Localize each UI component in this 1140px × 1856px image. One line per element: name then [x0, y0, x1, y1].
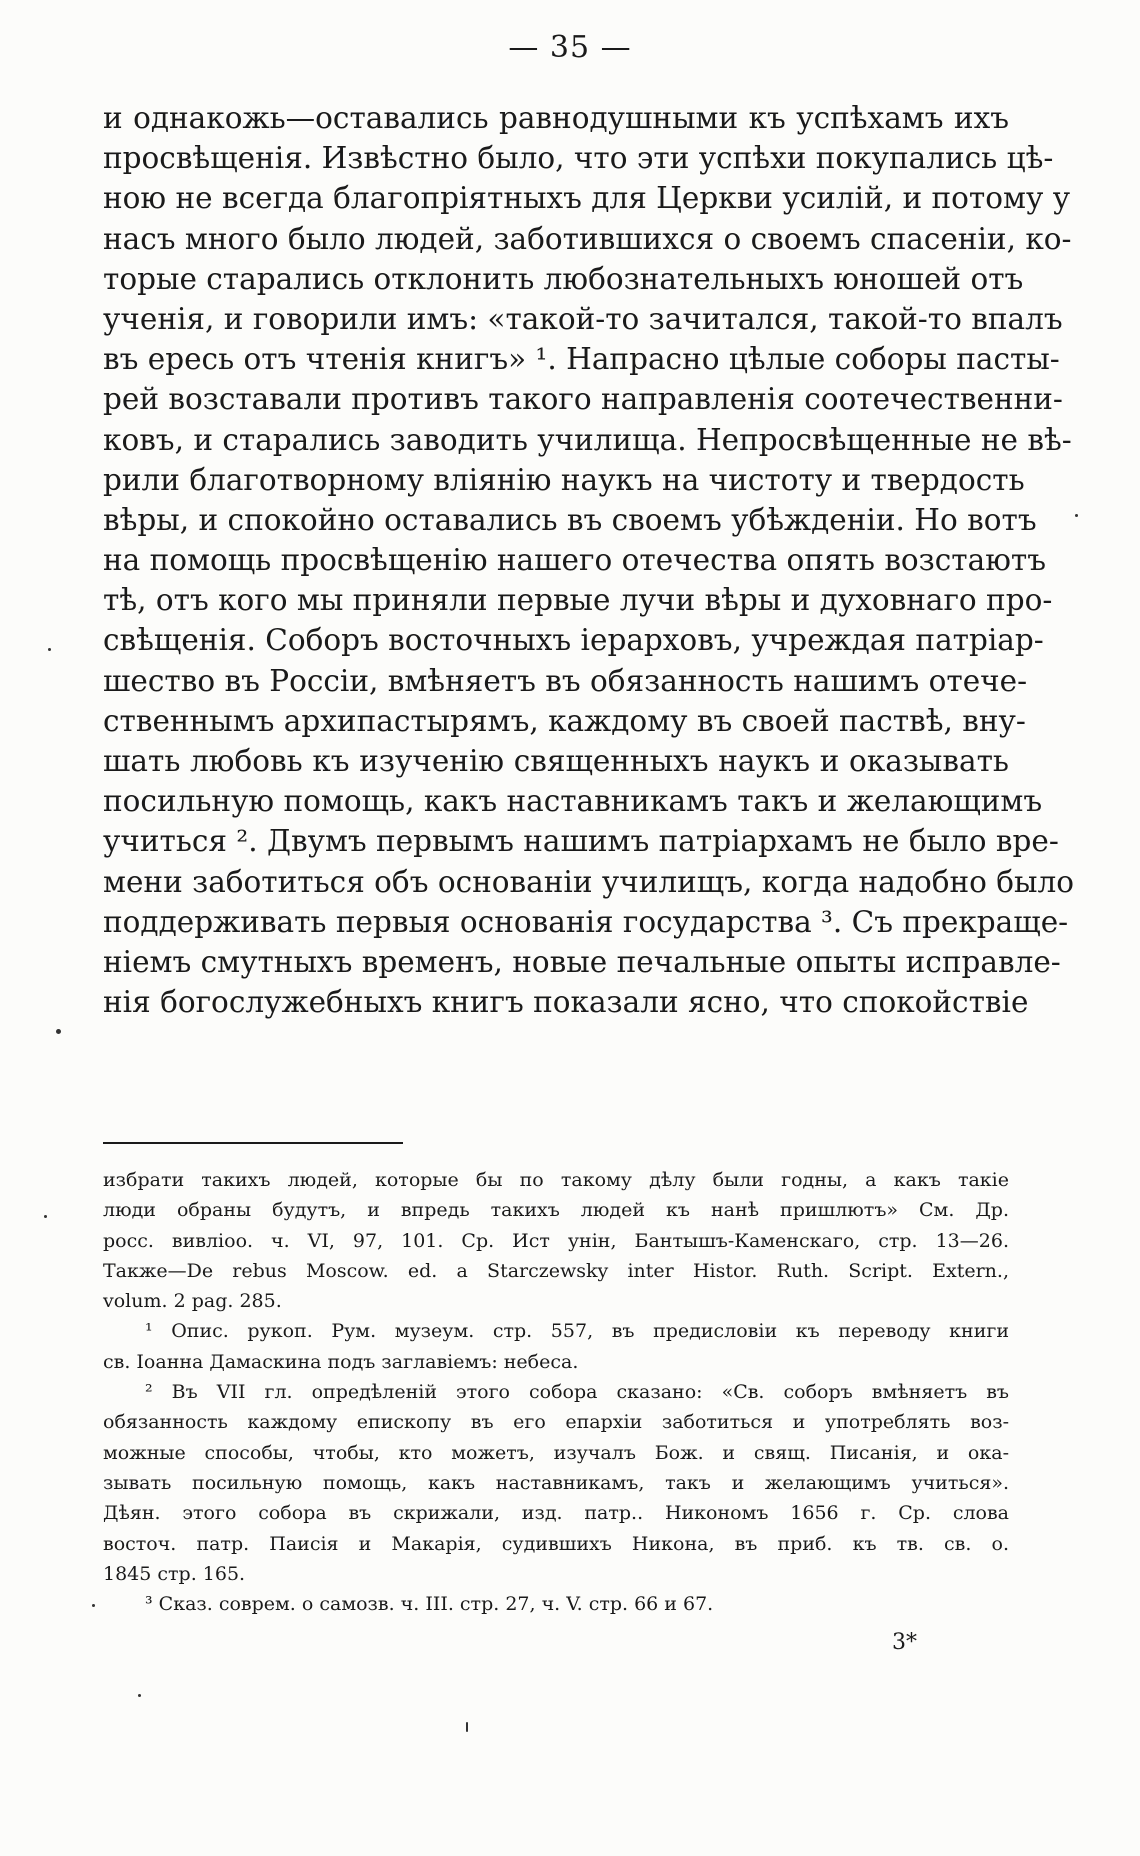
text-line: вѣры, и спокойно оставались въ своемъ убѣжденіи. Но вотъ	[103, 502, 1037, 537]
margin-speck	[48, 648, 51, 651]
text-line: ковъ, и старались заводить училища. Непросвѣщенные не вѣ-	[103, 422, 1072, 457]
footnotes	[103, 1165, 1009, 1619]
text-line: поддерживать первыя основанія государства ³. Съ прекраще-	[103, 904, 1069, 939]
footnote-line: ³ Сказ. соврем. о самозв. ч. III. стр. 27, ч. V. стр. 66 и 67.	[145, 1593, 714, 1616]
footnote-line: зывать посильную помощь, какъ наставникамъ, такъ и желающимъ учиться».	[103, 1471, 1009, 1494]
signature-mark: 3*	[892, 1630, 917, 1655]
text-line: на помощь просвѣщенію нашего отечества опять возстаютъ	[103, 543, 1046, 578]
text-line: ученія, и говорили имъ: «такой-то зачитался, такой-то впалъ	[103, 301, 1063, 336]
text-line: и однакожь—оставались равнодушными къ успѣхамъ ихъ	[103, 101, 1009, 135]
text-line: просвѣщенія. Извѣстно было, что эти успѣхи покупались цѣ-	[103, 141, 1054, 176]
text-line: шество въ Россіи, вмѣняетъ въ обязанность нашимъ отече-	[103, 663, 1028, 698]
page-number: — 35 —	[508, 30, 632, 65]
text-line: ною не всегда благопріятныхъ для Церкви усилій, и потому у	[103, 181, 1071, 216]
margin-speck	[466, 1722, 468, 1732]
footnote-line: Также—De rebus Moscow. ed. a Starczewsky inter Histor. Ruth. Script. Extern.,	[103, 1259, 1009, 1282]
text-line: мени заботиться объ основаніи училищъ, когда надобно было	[103, 864, 1075, 899]
text-line: нія богослужебныхъ книгъ показали ясно, что спокойствіе	[103, 985, 1029, 1020]
text-line: тѣ, отъ кого мы приняли первые лучи вѣры и духовнаго про-	[103, 583, 1053, 618]
text-line: рей возставали противъ такого направленія соотечественни-	[103, 382, 1063, 417]
text-line: шать любовь къ изученію священныхъ наукъ и оказывать	[103, 744, 1009, 778]
footnote-line: ² Въ VII гл. опредѣленій этого собора сказано: «Св. соборъ вмѣняетъ въ	[145, 1381, 1009, 1404]
footnote-line: восточ. патр. Паисія и Макарія, судившихъ Никона, въ приб. къ тв. св. о.	[103, 1532, 1009, 1555]
margin-speck	[44, 1215, 47, 1218]
footnote-line: обязанность каждому епископу въ его епархіи заботиться и употреблять воз-	[103, 1411, 1009, 1434]
footnote-line: св. Іоанна Дамаскина подъ заглавіемъ: небеса.	[103, 1350, 579, 1373]
margin-speck	[56, 1029, 61, 1034]
text-line: ніемъ смутныхъ временъ, новые печальные опыты исправле-	[103, 944, 1061, 979]
text-line: ственнымъ архипастырямъ, каждому въ своей паствѣ, вну-	[103, 703, 1026, 738]
text-line: учиться ². Двумъ первымъ нашимъ патріархамъ не было вре-	[103, 824, 1059, 859]
main-text	[103, 98, 1075, 1022]
text-line: торые старались отклонить любознательныхъ юношей отъ	[103, 261, 1024, 296]
text-line: посильную помощь, какъ наставникамъ такъ и желающимъ	[103, 784, 1043, 819]
footnote-line: росс. вивліоо. ч. VI, 97, 101. Ср. Ист унін, Бантышъ-Каменскаго, стр. 13—26.	[103, 1229, 1009, 1252]
footnote-line: volum. 2 pag. 285.	[103, 1290, 282, 1313]
text-line: насъ много было людей, заботившихся о своемъ спасеніи, ко-	[103, 221, 1072, 256]
text-line: въ ересь отъ чтенія книгъ» ¹. Напрасно цѣлые соборы пасты-	[103, 342, 1060, 377]
text-line: свѣщенія. Соборъ восточныхъ іерарховъ, учреждая патріар-	[103, 623, 1044, 658]
margin-speck	[138, 1694, 141, 1697]
footnote-line: 1845 стр. 165.	[103, 1562, 246, 1585]
text-line: рили благотворному вліянію наукъ на чистоту и твердость	[103, 462, 1025, 497]
footnote-line: ¹ Опис. рукоп. Рум. музеум. стр. 557, въ предисловіи къ переводу книги	[145, 1320, 1009, 1343]
footnote-line: можные способы, чтобы, кто можетъ, изучалъ Бож. и свящ. Писанія, и ока-	[103, 1441, 1009, 1464]
footnote-divider	[103, 1142, 403, 1144]
footnote-line: люди обраны будутъ, и впредь такихъ людей къ нанѣ пришлютъ» См. Др.	[103, 1199, 1009, 1222]
margin-speck	[92, 1604, 95, 1607]
footnote-line: избрати такихъ людей, которые бы по такому дѣлу были годны, а какъ такіе	[103, 1169, 1009, 1191]
footnote-line: Дѣян. этого собора въ скрижали, изд. патр.. Никономъ 1656 г. Ср. слова	[103, 1502, 1009, 1525]
margin-speck	[1075, 514, 1078, 517]
